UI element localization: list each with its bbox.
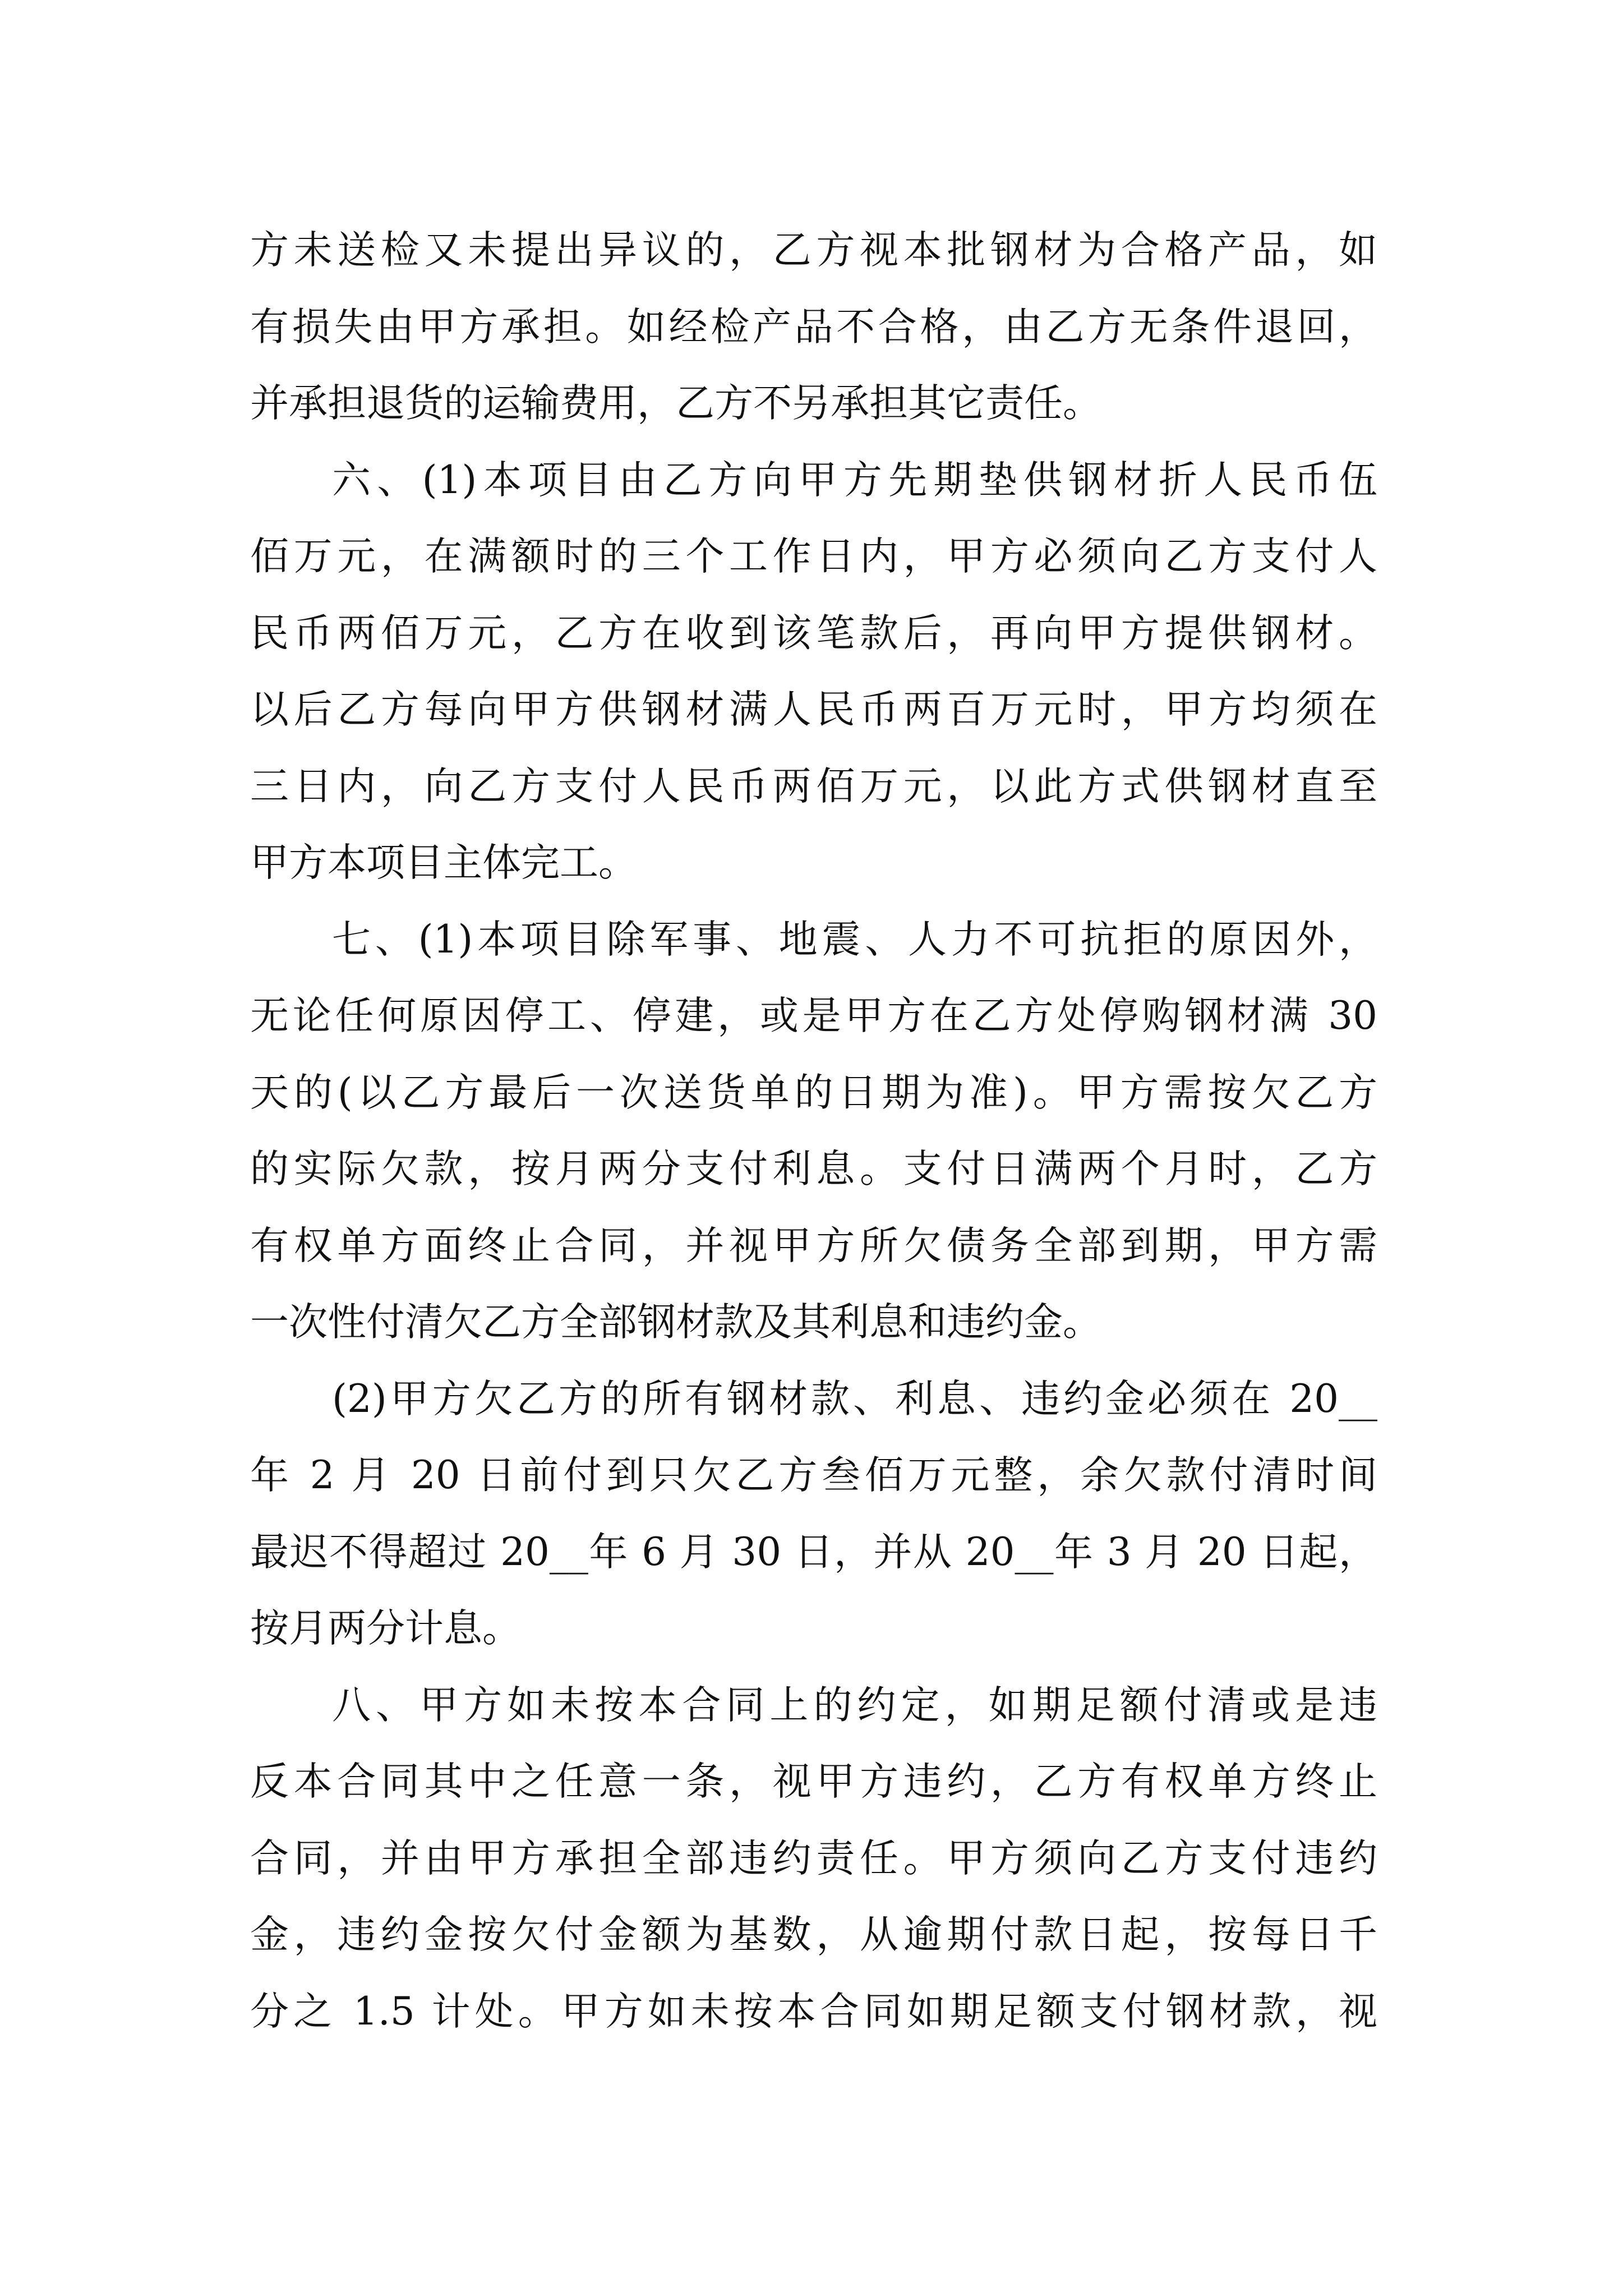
paragraph-start-line: (2)甲方欠乙方的所有钢材款、利息、违约金必须在 20__ bbox=[332, 1376, 1377, 1421]
text-line: 反本合同其中之任意一条，视甲方违约，乙方有权单方终止 bbox=[250, 1759, 1377, 1804]
text-line: 有权单方面终止合同，并视甲方所欠债务全部到期，甲方需 bbox=[250, 1223, 1377, 1268]
text-line: 甲方本项目主体完工。 bbox=[250, 840, 637, 885]
paragraph-start-line: 七、(1)本项目除军事、地震、人力不可抗拒的原因外， bbox=[332, 917, 1377, 962]
text-line: 天的(以乙方最后一次送货单的日期为准)。甲方需按欠乙方 bbox=[250, 1070, 1377, 1115]
text-line: 并承担退货的运输费用，乙方不另承担其它责任。 bbox=[250, 381, 1101, 426]
document-body bbox=[250, 212, 1377, 2050]
text-line: 三日内，向乙方支付人民币两佰万元，以此方式供钢材直至 bbox=[250, 763, 1377, 809]
text-line: 的实际欠款，按月两分支付利息。支付日满两个月时，乙方 bbox=[250, 1147, 1377, 1191]
text-line: 金，违约金按欠付金额为基数，从逾期付款日起，按每日千 bbox=[250, 1912, 1377, 1957]
text-line: 有损失由甲方承担。如经检产品不合格，由乙方无条件退回， bbox=[250, 304, 1377, 349]
text-line: 以后乙方每向甲方供钢材满人民币两百万元时，甲方均须在 bbox=[250, 687, 1377, 732]
text-line: 无论任何原因停工、停建，或是甲方在乙方处停购钢材满 30 bbox=[250, 993, 1377, 1038]
text-line: 最迟不得超过 20__年 6 月 30 日，并从 20__年 3 月 20 日起， bbox=[250, 1529, 1377, 1575]
text-line: 年 2 月 20 日前付到只欠乙方叁佰万元整，余欠款付清时间 bbox=[250, 1453, 1377, 1498]
text-line: 民币两佰万元，乙方在收到该笔款后，再向甲方提供钢材。 bbox=[250, 610, 1377, 656]
text-line: 按月两分计息。 bbox=[250, 1606, 521, 1651]
text-line: 佰万元，在满额时的三个工作日内，甲方必须向乙方支付人 bbox=[250, 534, 1377, 579]
paragraph-start-line: 六、(1)本项目由乙方向甲方先期垫供钢材折人民币伍 bbox=[332, 457, 1377, 503]
text-line: 分之 1.5 计处。甲方如未按本合同如期足额支付钢材款，视 bbox=[250, 1989, 1377, 2034]
text-line: 方未送检又未提出异议的，乙方视本批钢材为合格产品，如 bbox=[250, 228, 1377, 273]
text-line: 合同，并由甲方承担全部违约责任。甲方须向乙方支付违约 bbox=[250, 1835, 1377, 1881]
text-line: 一次性付清欠乙方全部钢材款及其利息和违约金。 bbox=[250, 1300, 1101, 1345]
paragraph-start-line: 八、甲方如未按本合同上的约定，如期足额付清或是违 bbox=[332, 1682, 1377, 1728]
